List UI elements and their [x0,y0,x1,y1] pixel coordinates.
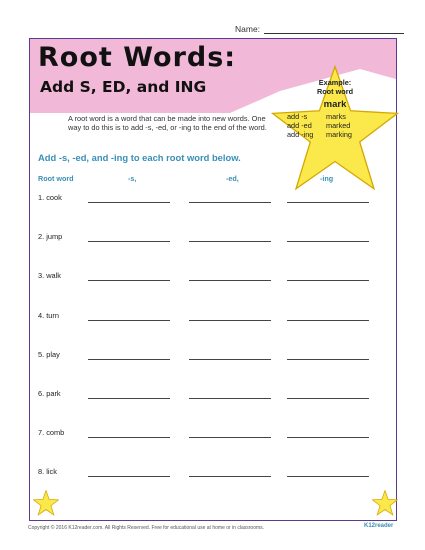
root-word: 5. play [38,349,60,359]
example-suffix: add -s [287,112,308,121]
answer-blank[interactable] [287,280,369,281]
k12reader-logo: K12reader [364,523,394,529]
example-row [282,112,388,121]
name-field [235,24,404,34]
answer-blank[interactable] [88,202,170,203]
answer-blank[interactable] [189,398,271,399]
column-header: -ed, [226,174,239,183]
corner-star-icon [372,490,398,516]
example-row [282,121,388,130]
footer-copyright: Copyright © 2016 K12reader.com. All Rights Reserved. Free for educational use at home or in classrooms. [28,525,265,531]
answer-blank[interactable] [287,359,369,360]
answer-blank[interactable] [189,359,271,360]
answer-blank[interactable] [189,320,271,321]
example-suffix: add -ing [287,130,314,139]
answer-blank[interactable] [189,437,271,438]
answer-blank[interactable] [88,359,170,360]
answer-blank[interactable] [189,280,271,281]
example-heading-2: Root word [316,87,354,96]
example-suffix: add -ed [287,121,312,130]
root-word: 8. lick [38,467,57,477]
root-word: 2. jump [38,232,63,242]
root-word: 7. comb [38,428,65,438]
example-result: marked [326,121,351,130]
answer-blank[interactable] [88,280,170,281]
root-word: 3. walk [38,271,62,281]
answer-blank[interactable] [88,241,170,242]
column-header: -s, [128,174,137,183]
corner-star-icon [33,490,59,516]
column-header: Root word [38,174,74,183]
column-header: -ing [320,174,334,183]
answer-blank[interactable] [88,320,170,321]
answer-blank[interactable] [287,437,369,438]
page-subtitle: Add S, ED, and ING [40,78,207,96]
example-heading-1: Example: [318,78,352,87]
answer-blank[interactable] [88,476,170,477]
example-result: marks [326,112,346,121]
answer-blank[interactable] [287,241,369,242]
instruction: Add -s, -ed, and -ing to each root word below. [38,152,241,163]
root-word: 1. cook [38,193,62,202]
answer-blank[interactable] [287,202,369,203]
answer-blank[interactable] [189,241,271,242]
example-word: mark [323,99,347,110]
root-word: 6. park [38,389,61,398]
answer-blank[interactable] [88,398,170,399]
answer-blank[interactable] [287,476,369,477]
root-word: 4. turn [38,310,59,320]
name-blank[interactable] [264,25,404,34]
page-title: Root Words: [38,42,237,73]
answer-blank[interactable] [287,320,369,321]
answer-blank[interactable] [88,437,170,438]
answer-blank[interactable] [189,476,271,477]
answer-blank[interactable] [189,202,271,203]
name-label: Name: [235,24,261,34]
example-box [282,78,388,139]
example-row [282,130,388,139]
answer-blank[interactable] [287,398,369,399]
intro-text: A root word is a word that can be made into new words. One way to do this is to add -s, -ed, or -ing to the end of the word. [68,114,267,132]
example-result: marking [326,130,352,139]
example-rows [282,112,388,139]
